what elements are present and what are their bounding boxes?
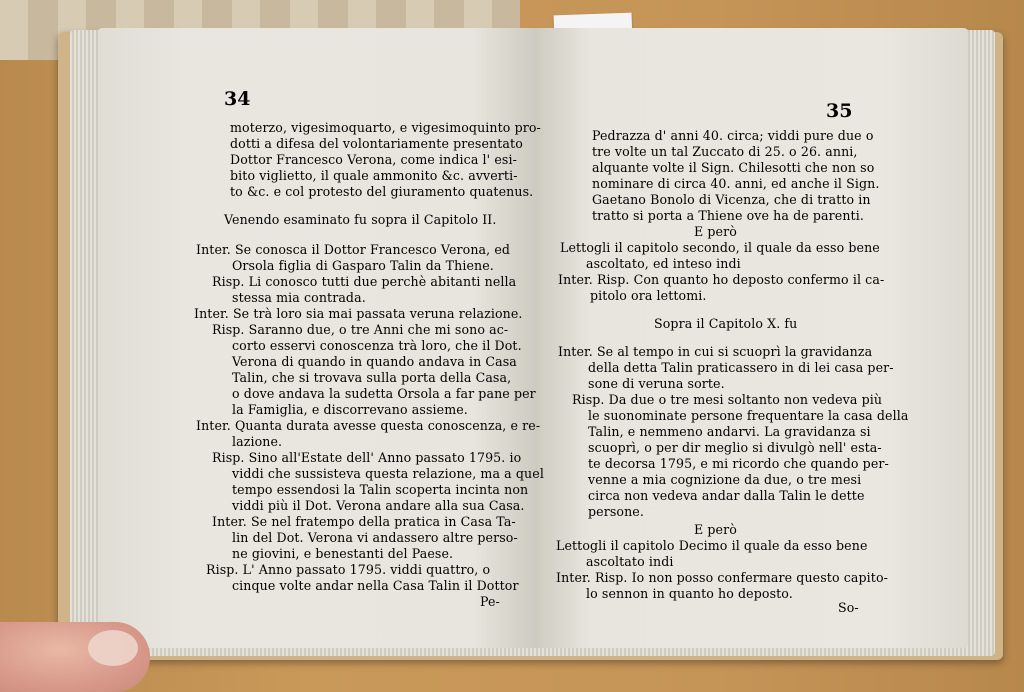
- right-text-line: persone.: [588, 504, 644, 519]
- left-section-heading: Venendo esaminato fu sopra il Capitolo II.: [224, 212, 497, 227]
- right-text-line: lo sennon in quanto ho deposto.: [586, 586, 793, 601]
- left-text-line: Risp. Saranno due, o tre Anni che mi sono ac-: [212, 322, 509, 337]
- left-text-line: corto esservi conoscenza trà loro, che il Dot.: [232, 338, 522, 353]
- left-text-line: dotti a difesa del volontariamente presentato: [230, 136, 523, 151]
- left-text-line: Orsola figlia di Gasparo Talin da Thiene.: [232, 258, 494, 273]
- right-text-line: Gaetano Bonolo di Vicenza, che di tratto in: [592, 192, 871, 207]
- left-page-number: 34: [224, 88, 251, 110]
- right-text-line: della detta Talin praticassero in di lei casa per-: [588, 360, 894, 375]
- left-text-line: lin del Dot. Verona vi andassero altre perso-: [232, 530, 518, 545]
- left-catchword: Pe-: [480, 594, 500, 609]
- right-catchword: So-: [838, 600, 859, 615]
- right-e-pero: E però: [694, 224, 737, 239]
- left-text-line: to &c. e col protesto del giuramento quatenus.: [230, 184, 534, 199]
- left-text-line: moterzo, vigesimoquarto, e vigesimoquinto pro-: [230, 120, 541, 135]
- right-text-line: Inter. Se al tempo in cui si scuoprì la gravidanza: [558, 344, 873, 359]
- left-text-line: o dove andava la sudetta Orsola a far pane per: [232, 386, 536, 401]
- right-e-pero: E però: [694, 522, 737, 537]
- left-text-line: la Famiglia, e discorrevano assieme.: [232, 402, 468, 417]
- left-text-line: Inter. Quanta durata avesse questa conoscenza, e re-: [196, 418, 541, 433]
- left-text-line: lazione.: [232, 434, 283, 449]
- right-text-line: tre volte un tal Zuccato di 25. o 26. anni,: [592, 144, 858, 159]
- left-text-line: Talin, che si trovava sulla porta della Casa,: [232, 370, 512, 385]
- right-text-line: ascoltato, ed inteso indi: [586, 256, 741, 271]
- right-text-line: tratto si porta a Thiene ove ha de parenti.: [592, 208, 864, 223]
- left-text-line: viddi più il Dot. Verona andare alla sua Casa.: [232, 498, 525, 513]
- left-text-line: Risp. Sino all'Estate dell' Anno passato 1795. io: [212, 450, 522, 465]
- right-text-line: nominare di circa 40. anni, ed anche il Sign.: [592, 176, 880, 191]
- right-text-line: circa non vedeva andar dalla Talin le dette: [588, 488, 865, 503]
- right-text-line: scuoprì, o per dir meglio si divulgò nell' esta-: [588, 440, 882, 455]
- right-text-line: sone di veruna sorte.: [588, 376, 725, 391]
- left-text-line: viddi che sussisteva questa relazione, ma a quel: [232, 466, 544, 481]
- thumbnail-nail: [88, 630, 138, 666]
- right-text-line: Inter. Risp. Io non posso confermare questo capito-: [556, 570, 888, 585]
- right-text-line: Talin, e nemmeno andarvi. La gravidanza si: [588, 424, 871, 439]
- right-page-number: 35: [826, 100, 853, 122]
- left-text-line: bito viglietto, il quale ammonito &c. avverti-: [230, 168, 518, 183]
- right-text-line: pitolo ora lettomi.: [590, 288, 707, 303]
- left-text-line: Inter. Se trà loro sia mai passata veruna relazione.: [194, 306, 523, 321]
- left-text-line: stessa mia contrada.: [232, 290, 366, 305]
- right-text-line: Lettogli il capitolo Decimo il quale da esso bene: [556, 538, 868, 553]
- right-text-line: Risp. Da due o tre mesi soltanto non vedeva più: [572, 392, 883, 407]
- left-text-line: Inter. Se conosca il Dottor Francesco Verona, ed: [196, 242, 511, 257]
- right-text-line: le suonominate persone frequentare la casa della: [588, 408, 909, 423]
- left-text-line: Risp. Li conosco tutti due perchè abitanti nella: [212, 274, 517, 289]
- left-text-line: Verona di quando in quando andava in Casa: [232, 354, 517, 369]
- right-text-line: ascoltato indi: [586, 554, 674, 569]
- left-text-line: Inter. Se nel fratempo della pratica in Casa Ta-: [212, 514, 516, 529]
- right-text-line: alquante volte il Sign. Chilesotti che non so: [592, 160, 875, 175]
- left-text-line: Dottor Francesco Verona, come indica l' esi-: [230, 152, 517, 167]
- left-text-line: cinque volte andar nella Casa Talin il Dottor: [232, 578, 519, 593]
- right-text-line: Pedrazza d' anni 40. circa; viddi pure due o: [592, 128, 874, 143]
- right-text-line: venne a mia cognizione da due, o tre mesi: [588, 472, 862, 487]
- right-text-line: Lettogli il capitolo secondo, il quale da esso bene: [560, 240, 880, 255]
- left-text-line: ne giovini, e benestanti del Paese.: [232, 546, 454, 561]
- right-section-heading: Sopra il Capitolo X. fu: [654, 316, 798, 331]
- right-text-line: Inter. Risp. Con quanto ho deposto confermo il ca-: [558, 272, 885, 287]
- left-text-line: Risp. L' Anno passato 1795. viddi quattro, o: [206, 562, 491, 577]
- left-text-line: tempo essendosi la Talin scoperta incinta non: [232, 482, 529, 497]
- right-text-line: te decorsa 1795, e mi ricordo che quando per-: [588, 456, 889, 471]
